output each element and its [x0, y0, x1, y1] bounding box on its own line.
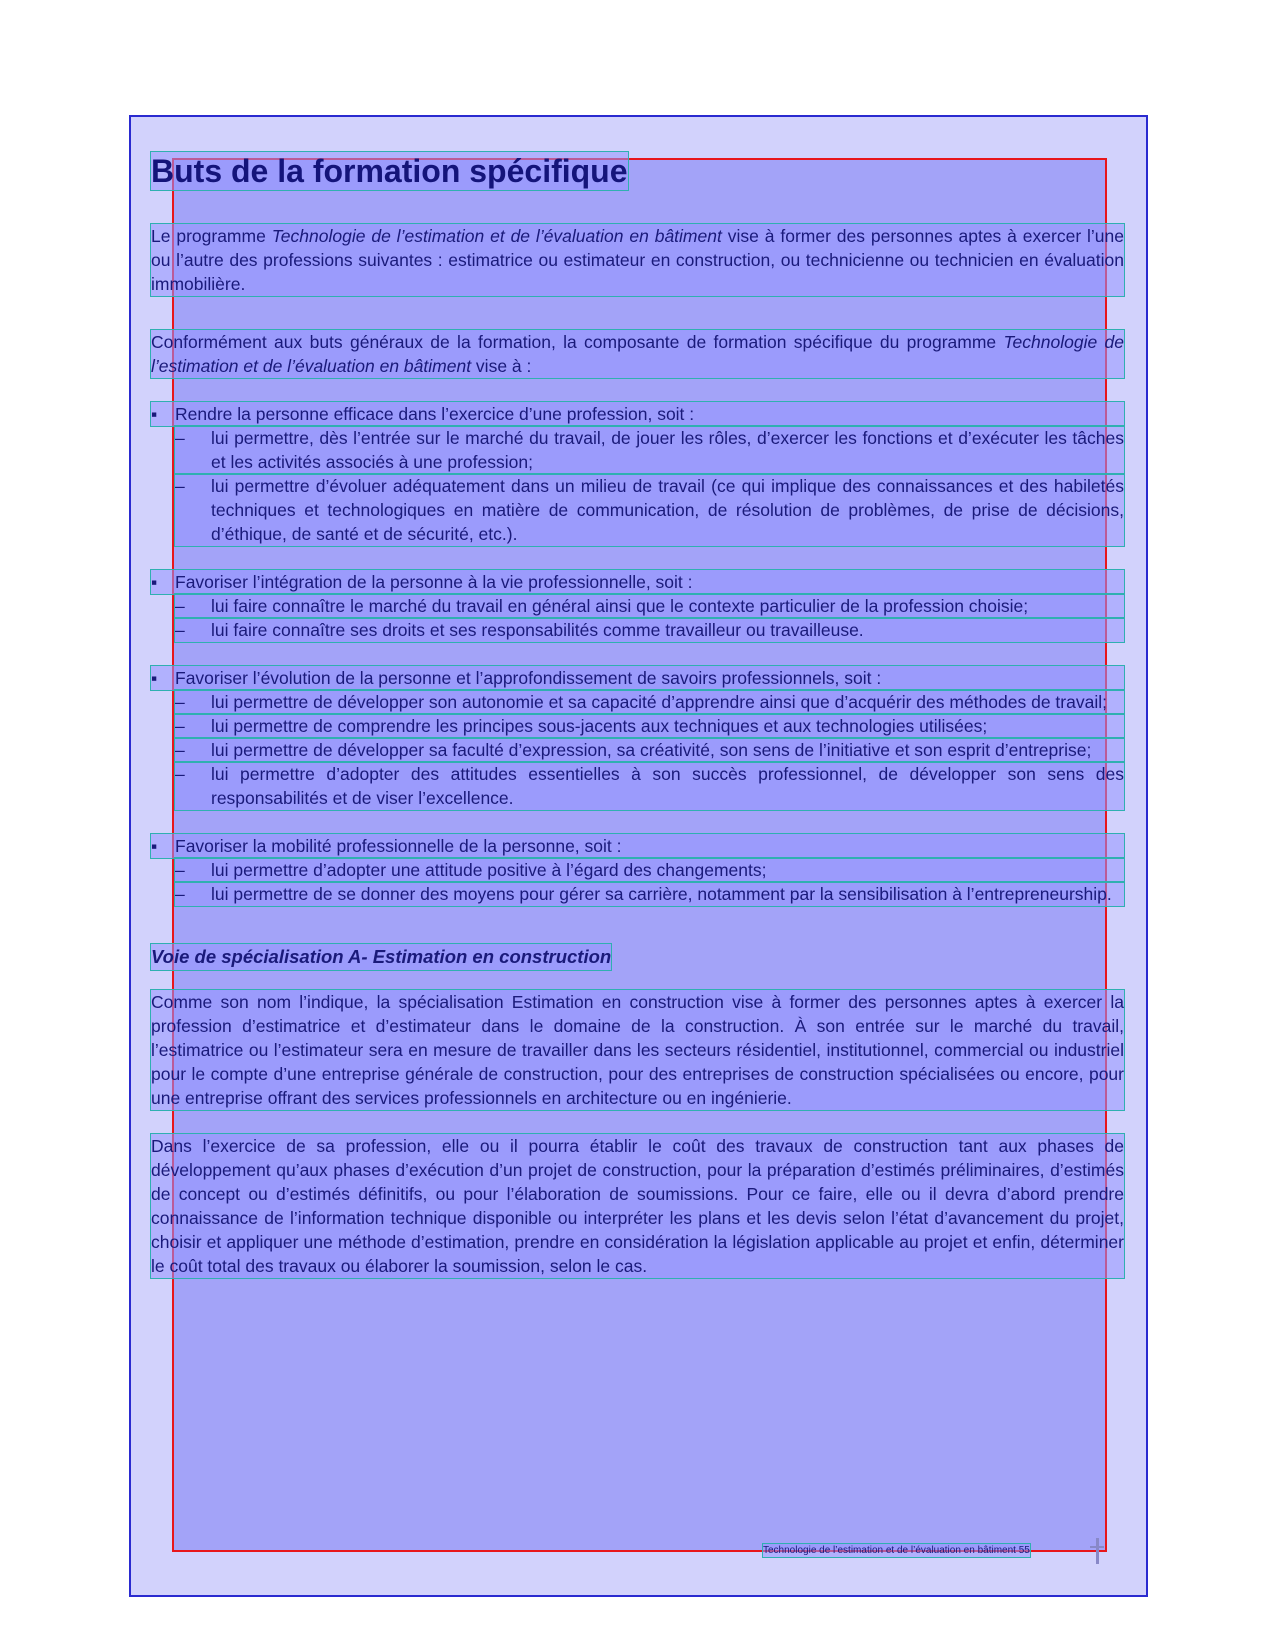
goal-sub-text: lui permettre d’adopter des attitudes essentielles à son succès professionnel, de développer son sens des responsabilités et de viser l’excellence. [211, 764, 1124, 808]
goal-sub-item [175, 738, 1124, 762]
bullet-icon: ▪ [151, 836, 158, 856]
intro-text: vise à : [471, 356, 532, 376]
dash-icon: – [175, 428, 185, 448]
page-number: 55 [1018, 1545, 1030, 1556]
goal-sub-item [175, 474, 1124, 546]
intro-text: Conformément aux buts généraux de la formation, la composante de formation spécifique du programme [151, 332, 1004, 352]
goal-section [151, 570, 1124, 642]
specialisation-paragraph-1: Comme son nom l’indique, la spécialisation Estimation en construction vise à former des personnes aptes à exercer la profession d’estimatrice et d’estimateur dans le domaine de la construction. À son entrée sur le marché du travail, l’estimatrice ou l’estimateur sera en mesure de travailler dans les secteurs résidentiel, institutionnel, commercial ou industriel pour le compte d’une entreprise générale de construction, pour des entreprises de construction spécialisées ou encore, pour une entreprise offrant des services professionnels en architecture ou en ingénierie. [151, 992, 1124, 1108]
intro-text: vise à former des personnes aptes à exercer l’une ou l’autre des professions suivantes : estimatrice ou estimateur en construction, ou technicienne ou technicien en évaluation immobilière. [151, 226, 1125, 294]
goal-sub-item [175, 762, 1124, 810]
goal-text: Favoriser l’évolution de la personne et l’approfondissement de savoirs professionnels, soit : [175, 668, 882, 688]
goal-sub-text: lui permettre d’adopter une attitude positive à l’égard des changements; [211, 860, 767, 880]
goal-section [151, 834, 1124, 906]
goal-sub-item [175, 594, 1124, 618]
page-footer [763, 1544, 1030, 1557]
footer-text: Technologie de l’estimation et de l’évaluation en bâtiment [763, 1545, 1016, 1556]
dash-icon: – [175, 764, 185, 784]
goal-section [151, 666, 1124, 810]
document-body [151, 152, 1124, 1278]
goal-text: Rendre la personne efficace dans l’exercice d’une profession, soit : [175, 404, 695, 424]
goal-sub-item [175, 690, 1124, 714]
goal-sub-item [175, 618, 1124, 642]
bullet-icon: ▪ [151, 572, 158, 592]
goal-item [151, 402, 1124, 426]
goals-list [151, 402, 1124, 906]
dash-icon: – [175, 692, 185, 712]
goal-sub-text: lui permettre de se donner des moyens pour gérer sa carrière, notamment par la sensibilisation à l’entrepreneurship. [211, 884, 1112, 904]
goal-sub-item [175, 714, 1124, 738]
program-name: Technologie de l’estimation et de l’évaluation en bâtiment [151, 332, 1124, 376]
bullet-icon: ▪ [151, 404, 158, 424]
dash-icon: – [175, 884, 185, 904]
page-title: Buts de la formation spécifique [151, 153, 628, 189]
specialisation-paragraph-2: Dans l’exercice de sa profession, elle ou il pourra établir le coût des travaux de construction tant aux phases de développement qu’aux phases d’exécution d’un projet de construction, pour la préparation d’estimés préliminaires, d’estimés de concept ou d’estimés définitifs, ou pour l’élaboration de soumissions. Pour ce faire, elle ou il devra d’abord prendre connaissance de l’information technique disponible ou interpréter les plans et les devis selon l’état d’avancement du projet, choisir et appliquer une méthode d’estimation, prendre en considération la législation applicable au projet et enfin, déterminer le coût total des travaux ou élaborer la soumission, selon le cas. [151, 1136, 1124, 1276]
goal-section [151, 402, 1124, 546]
goal-sub-text: lui permettre d’évoluer adéquatement dans un milieu de travail (ce qui implique des connaissances et des habiletés techniques et technologiques en matière de communication, de résolution de problèmes, de prise de décisions, d’éthique, de santé et de sécurité, etc.). [211, 476, 1124, 544]
intro-text: Le programme [151, 226, 272, 246]
dash-icon: – [175, 596, 185, 616]
goal-sub-text: lui permettre de développer son autonomie et sa capacité d’apprendre ainsi que d’acquérir des méthodes de travail; [211, 692, 1107, 712]
dash-icon: – [175, 716, 185, 736]
goal-sub-text: lui permettre, dès l’entrée sur le marché du travail, de jouer les rôles, d’exercer les fonctions et d’exécuter les tâches et les activités associés à une profession; [211, 428, 1124, 472]
goal-text: Favoriser la mobilité professionnelle de la personne, soit : [175, 836, 622, 856]
goal-text: Favoriser l’intégration de la personne à la vie professionnelle, soit : [175, 572, 693, 592]
dash-icon: – [175, 476, 185, 496]
dash-icon: – [175, 740, 185, 760]
goal-item [151, 570, 1124, 594]
goal-item [151, 834, 1124, 858]
program-name: Technologie de l’estimation et de l’évaluation en bâtiment [271, 226, 722, 246]
goal-sub-text: lui permettre de comprendre les principes sous-jacents aux techniques et aux technologies utilisées; [211, 716, 988, 736]
cursor-mark-icon [1090, 1538, 1104, 1564]
bullet-icon: ▪ [151, 668, 158, 688]
goal-sub-text: lui permettre de développer sa faculté d’expression, sa créativité, son sens de l’initiative et son esprit d’entreprise; [211, 740, 1092, 760]
goal-sub-text: lui faire connaître ses droits et ses responsabilités comme travailleur ou travailleuse. [211, 620, 864, 640]
specialisation-heading: Voie de spécialisation A- Estimation en construction [151, 944, 611, 970]
goal-sub-item [175, 882, 1124, 906]
goal-sub-item [175, 426, 1124, 474]
dash-icon: – [175, 620, 185, 640]
goal-sub-item [175, 858, 1124, 882]
intro-paragraph-1 [151, 224, 1124, 296]
goal-item [151, 666, 1124, 690]
dash-icon: – [175, 860, 185, 880]
goal-sub-text: lui faire connaître le marché du travail en général ainsi que le contexte particulier de la profession choisie; [211, 596, 1029, 616]
intro-paragraph-2 [151, 330, 1124, 378]
